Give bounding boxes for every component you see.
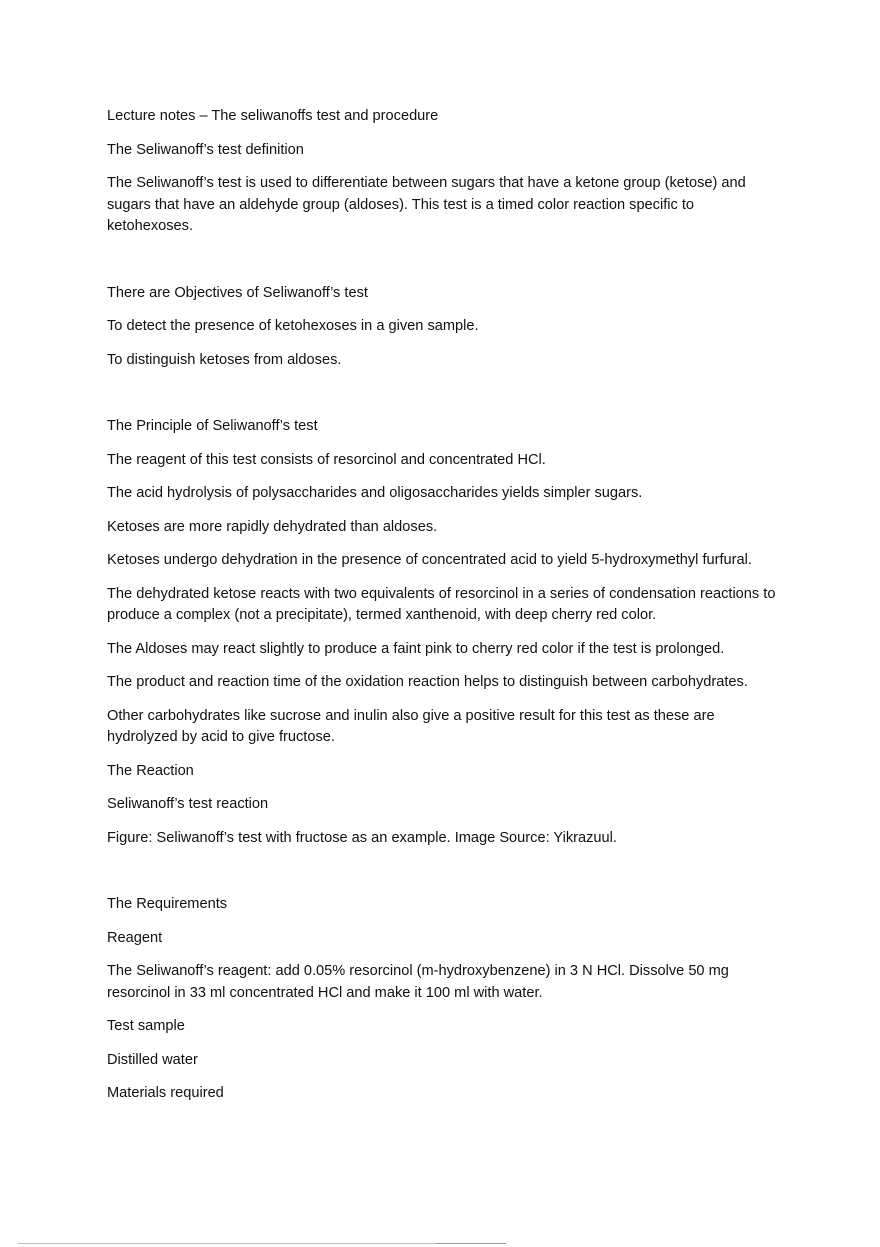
paragraph: Seliwanoff’s test reaction [107,796,269,812]
paragraph: Other carbohydrates like sucrose and inulin also give a positive result for this test as these are hydrolyzed by acid to give fructose. [107,707,715,745]
paragraph: Materials required [107,1085,224,1101]
document-title: Lecture notes – The seliwanoffs test and procedure [107,108,439,124]
paragraph: The dehydrated ketose reacts with two equivalents of resorcinol in a series of condensation reactions to produce a complex (not a precipitate), termed xanthenoid, with deep cherry red color. [107,585,776,623]
footer-divider [18,1243,504,1244]
paragraph: The product and reaction time of the oxidation reaction helps to distinguish between carbohydrates. [107,674,748,690]
paragraph: To detect the presence of ketohexoses in a given sample. [107,318,479,334]
document-page [107,106,777,1117]
blank-line [107,383,777,416]
blank-line [107,250,777,283]
section-heading-definition: The Seliwanoff’s test definition [107,141,304,158]
paragraph: The reagent of this test consists of resorcinol and concentrated HCl. [107,451,546,468]
paragraph: The Seliwanoff’s test is used to differentiate between sugars that have a ketone group (ketose) and sugars that have an aldehyde group (aldoses). This test is a timed color reaction specific to ketohexoses. [107,175,746,234]
paragraph: Distilled water [107,1051,198,1068]
paragraph: Ketoses are more rapidly dehydrated than aldoses. [107,518,438,535]
paragraph: Ketoses undergo dehydration in the presence of concentrated acid to yield 5-hydroxymethyl furfural. [107,552,752,568]
section-heading-reaction: The Reaction [107,762,194,779]
section-heading-principle: The Principle of Seliwanoff’s test [107,418,318,434]
figure-caption: Figure: Seliwanoff’s test with fructose as an example. Image Source: Yikrazuul. [107,829,617,846]
section-heading-requirements: The Requirements [107,896,228,912]
paragraph: The Aldoses may react slightly to produce a faint pink to cherry red color if the test is prolonged. [107,640,725,657]
paragraph: To distinguish ketoses from aldoses. [107,351,342,368]
footer-divider-accent [436,1243,506,1244]
blank-line [107,861,777,894]
paragraph: Reagent [107,929,163,946]
paragraph: The acid hydrolysis of polysaccharides and oligosaccharides yields simpler sugars. [107,485,643,501]
section-heading-objectives: There are Objectives of Seliwanoff’s test [107,284,368,301]
paragraph: The Seliwanoff’s reagent: add 0.05% resorcinol (m-hydroxybenzene) in 3 N HCl. Dissolve 50 mg resorcinol in 33 ml concentrated HCl and make it 100 ml with water. [107,963,729,1001]
paragraph: Test sample [107,1018,185,1034]
